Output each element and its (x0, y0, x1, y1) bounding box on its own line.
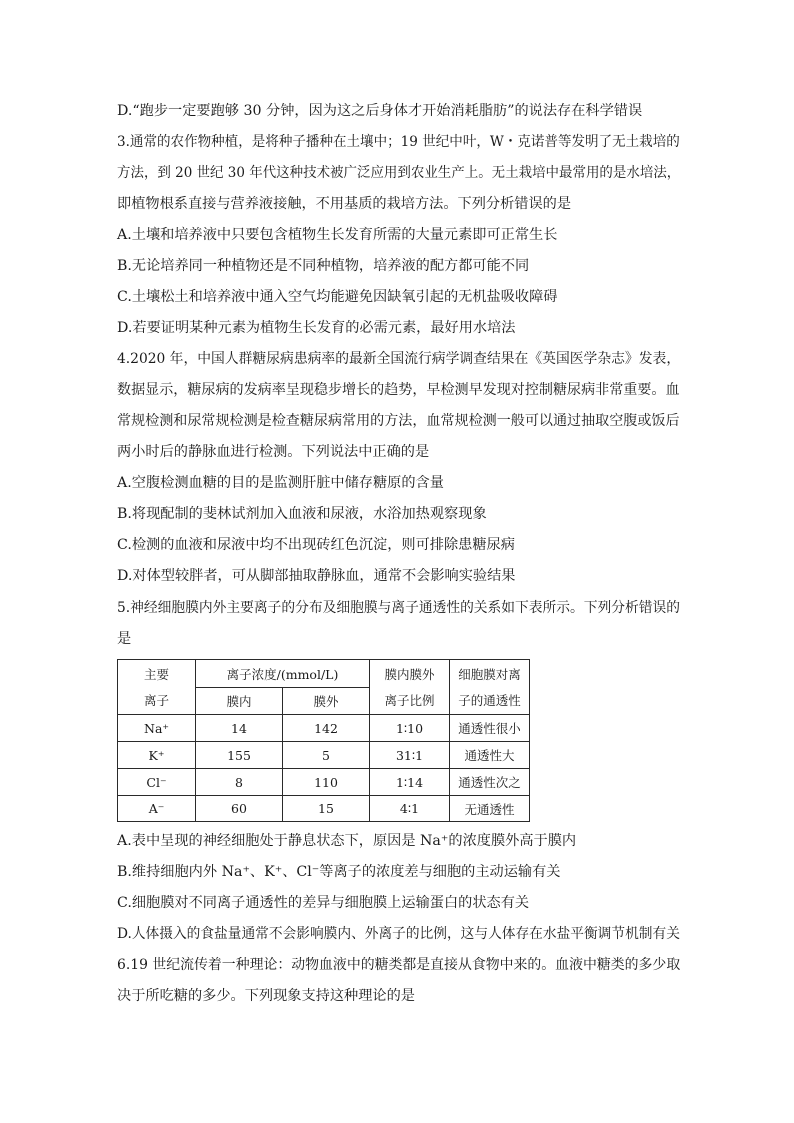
question-4-stem: 数据显示，糖尿病的发病率呈现稳步增长的趋势，早检测早发现对控制糖尿病非常重要。血 (117, 382, 680, 398)
cell-ratio: 1∶14 (370, 769, 450, 796)
table-row (118, 715, 530, 742)
ion-table (117, 659, 530, 822)
question-3-stem: 即植物根系直接与营养液接触，不用基质的栽培方法。下列分析错误的是 (117, 196, 572, 212)
option-4c: C.检测的血液和尿液中均不出现砖红色沉淀，则可排除患糖尿病 (117, 537, 515, 553)
header-outside: 膜外 (283, 688, 370, 715)
option-4d: D.对体型较胖者，可从脚部抽取静脉血，通常不会影响实验结果 (117, 568, 516, 584)
header-ion: 主要 离子 (118, 660, 196, 715)
cell-outside: 5 (283, 742, 370, 769)
cell-permeability: 通透性次之 (450, 769, 530, 796)
option-2d: D.“跑步一定要跑够 30 分钟，因为这之后身体才开始消耗脂肪”的说法存在科学错误 (117, 103, 643, 119)
cell-outside: 110 (283, 769, 370, 796)
option-3b: B.无论培养同一种植物还是不同种植物，培养液的配方都可能不同 (117, 258, 530, 274)
cell-outside: 142 (283, 715, 370, 742)
cell-ion: K⁺ (118, 742, 196, 769)
question-4-stem: 两小时后的静脉血进行检测。下列说法中正确的是 (117, 444, 430, 460)
cell-ratio: 31∶1 (370, 742, 450, 769)
option-3c: C.土壤松土和培养液中通入空气均能避免因缺氧引起的无机盐吸收障碍 (117, 289, 558, 305)
question-5-stem: 5.神经细胞膜内外主要离子的分布及细胞膜与离子通透性的关系如下表所示。下列分析错误的 (117, 600, 681, 616)
option-5c: C.细胞膜对不同离子通透性的差异与细胞膜上运输蛋白的状态有关 (117, 895, 530, 911)
table-row (118, 742, 530, 769)
cell-permeability: 通透性很小 (450, 715, 530, 742)
question-6-stem: 6.19 世纪流传着一种理论：动物血液中的糖类都是直接从食物中来的。血液中糖类的多少取 (117, 957, 681, 973)
cell-permeability: 通透性大 (450, 742, 530, 769)
option-5a: A.表中呈现的神经细胞处于静息状态下，原因是 Na⁺的浓度膜外高于膜内 (117, 833, 577, 849)
cell-ratio: 1∶10 (370, 715, 450, 742)
header-permeability: 细胞膜对离 子的通透性 (450, 660, 530, 715)
header-inside: 膜内 (196, 688, 283, 715)
question-3-stem: 方法，到 20 世纪 30 年代这种技术被广泛应用到农业生产上。无土栽培中最常用的是水培法， (117, 165, 681, 181)
question-3-stem: 3.通常的农作物种植，是将种子播种在土壤中；19 世纪中叶，W・克诺普等发明了无土栽培的 (117, 134, 680, 150)
cell-outside: 15 (283, 796, 370, 822)
cell-inside: 155 (196, 742, 283, 769)
option-3a: A.土壤和培养液中只要包含植物生长发育所需的大量元素即可正常生长 (117, 227, 558, 243)
option-4a: A.空腹检测血糖的目的是监测肝脏中储存糖原的含量 (117, 475, 444, 491)
option-5b: B.维持细胞内外 Na⁺、K⁺、Cl⁻等离子的浓度差与细胞的主动运输有关 (117, 864, 561, 880)
table-row (118, 796, 530, 822)
question-4-stem: 常规检测和尿常规检测是检查糖尿病常用的方法，血常规检测一般可以通过抽取空腹或饭后 (117, 413, 680, 429)
cell-permeability: 无通透性 (450, 796, 530, 822)
cell-ratio: 4∶1 (370, 796, 450, 822)
question-4-stem: 4.2020 年，中国人群糖尿病患病率的最新全国流行病学调查结果在《英国医学杂志》发表， (117, 351, 681, 367)
header-ratio: 膜内膜外 离子比例 (370, 660, 450, 715)
header-concentration: 离子浓度/(mmol/L) (196, 660, 370, 688)
option-4b: B.将现配制的斐林试剂加入血液和尿液，水浴加热观察现象 (117, 506, 487, 522)
cell-ion: A⁻ (118, 796, 196, 822)
cell-inside: 8 (196, 769, 283, 796)
question-6-stem: 决于所吃糖的多少。下列现象支持这种理论的是 (117, 988, 415, 1004)
option-5d: D.人体摄入的食盐量通常不会影响膜内、外离子的比例，这与人体存在水盐平衡调节机制有关 (117, 926, 680, 942)
cell-ion: Na⁺ (118, 715, 196, 742)
table-row (118, 769, 530, 796)
option-3d: D.若要证明某种元素为植物生长发育的必需元素，最好用水培法 (117, 320, 516, 336)
question-5-stem: 是 (117, 631, 132, 647)
cell-inside: 60 (196, 796, 283, 822)
cell-inside: 14 (196, 715, 283, 742)
cell-ion: Cl⁻ (118, 769, 196, 796)
